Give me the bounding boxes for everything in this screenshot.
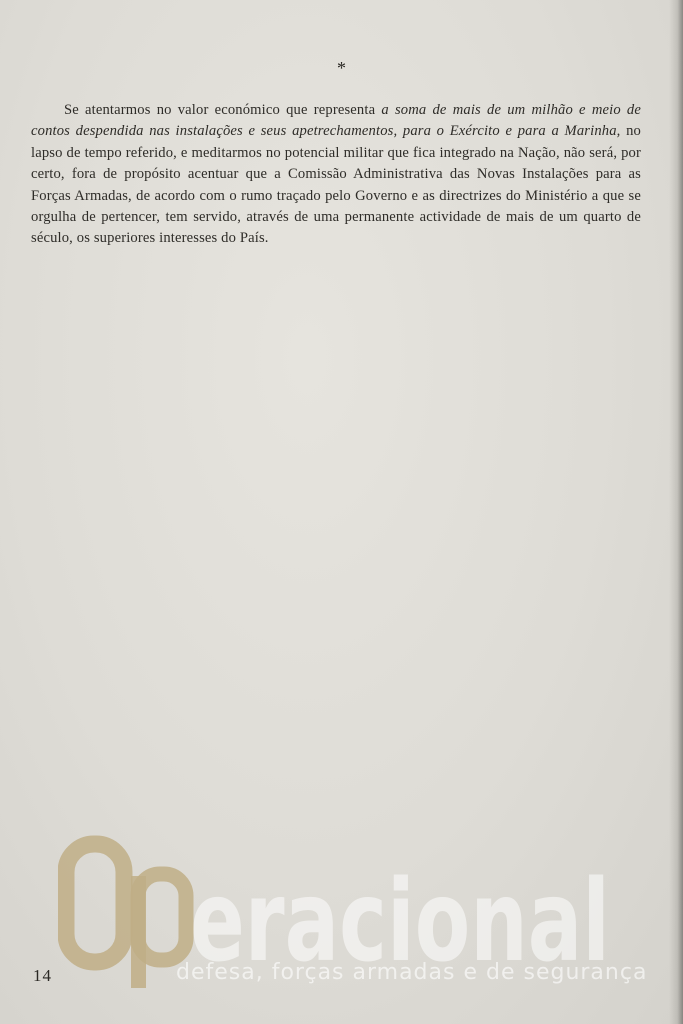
watermark-wordmark-rest: eracional xyxy=(190,857,610,987)
body-paragraph xyxy=(31,100,641,250)
page-number: 14 xyxy=(33,966,52,985)
watermark-tagline: defesa, forças armadas e de segurança xyxy=(176,960,648,985)
paragraph-text-roman-2: no lapso de tempo referido, e meditarmos no potencial militar que fica integrado na Nação, não será, por certo, fora de propósito acentuar que a Comissão Administrativa das Novas Instalações para as Forças Armadas, de acordo com o rumo traçado pelo Governo e as directrizes do Ministério a que se orgulha de pertencer, tem servido, através de uma permanente actividade de mais de um quarto de século, os superiores interesses do País. xyxy=(31,123,641,247)
operacional-watermark xyxy=(58,832,648,1002)
page-edge-shadow xyxy=(669,0,683,1024)
paragraph-text-roman-1: Se atentarmos no valor económico que representa xyxy=(64,102,382,118)
paragraph-text-italic: a soma de mais de um milhão e meio de contos despendida nas instalações e seus apetrechamentos, para o Exército e para a Marinha, xyxy=(31,102,641,140)
section-ornament: * xyxy=(337,58,346,78)
